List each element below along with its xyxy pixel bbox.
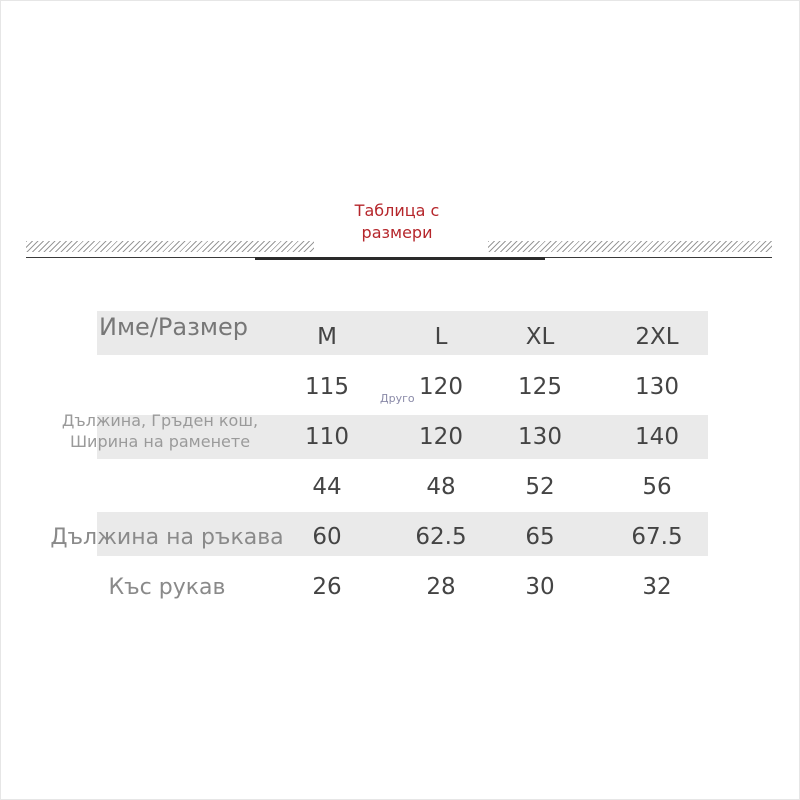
table-cell: 26	[312, 574, 342, 600]
divider-accent	[255, 257, 545, 260]
table-cell: 130	[635, 374, 679, 400]
table-cell: 65	[525, 524, 555, 550]
size-chart-title: Таблица с размери	[354, 201, 440, 242]
table-cell: 110	[305, 424, 349, 450]
hatch-decoration-right	[488, 241, 772, 252]
table-cell: 125	[518, 374, 562, 400]
table-cell: 28	[426, 574, 456, 600]
row-label-short-sleeve: Къс рукав	[108, 575, 226, 600]
table-cell: 120	[419, 374, 463, 400]
table-cell: 44	[312, 474, 342, 500]
table-cell: 52	[525, 474, 555, 500]
size-header-xl: XL	[525, 324, 555, 350]
table-cell: 62.5	[415, 524, 467, 550]
table-cell: 140	[635, 424, 679, 450]
table-cell: 120	[419, 424, 463, 450]
table-cell: 67.5	[631, 524, 683, 550]
table-cell: 115	[305, 374, 349, 400]
table-cell: 32	[642, 574, 672, 600]
measurements-label: Дължина, Гръден кош, Ширина на раменете	[61, 411, 259, 451]
row-label-sleeve-length: Дължина на ръкава	[50, 525, 284, 550]
table-cell: 30	[525, 574, 555, 600]
table-cell: 60	[312, 524, 342, 550]
table-cell: 48	[426, 474, 456, 500]
size-header-m: M	[317, 324, 337, 350]
size-header-l: L	[434, 324, 448, 350]
table-cell: 56	[642, 474, 672, 500]
other-label: Друго	[380, 392, 415, 405]
table-cell: 130	[518, 424, 562, 450]
size-header-2xl: 2XL	[635, 324, 679, 350]
header-label: Име/Размер	[99, 313, 248, 341]
hatch-decoration-left	[26, 241, 314, 252]
